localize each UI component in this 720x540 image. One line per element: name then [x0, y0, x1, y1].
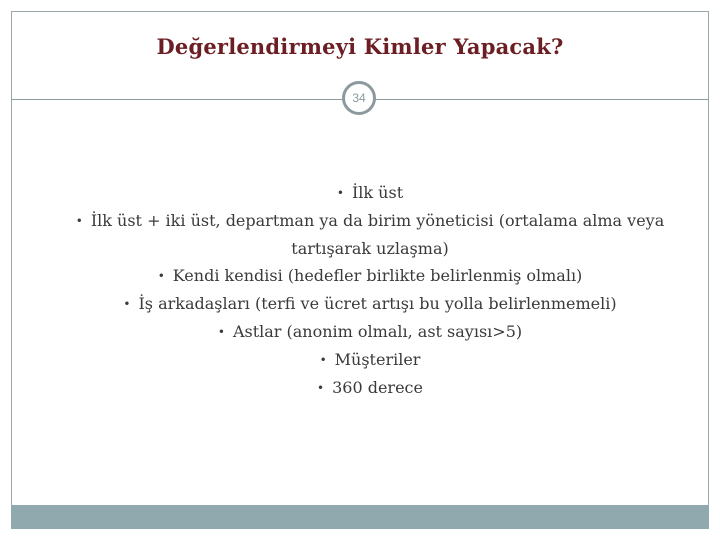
bullet-list	[40, 179, 700, 402]
list-item	[40, 346, 700, 374]
footer-bar	[11, 505, 709, 529]
list-item	[40, 318, 700, 346]
bullet-icon: •	[336, 186, 344, 200]
list-item-text: 360 derece	[332, 378, 423, 397]
bullet-icon: •	[317, 381, 325, 395]
page-number-badge: 34	[342, 81, 376, 115]
bullet-icon: •	[123, 297, 131, 311]
list-item-text: Kendi kendisi (hedefler birlikte belirlenmiş olmalı)	[172, 266, 583, 285]
list-item-text: Müşteriler	[334, 350, 421, 369]
list-item-text: İş arkadaşları (terfi ve ücret artışı bu yolla belirlenmemeli)	[138, 294, 617, 313]
slide-title: Değerlendirmeyi Kimler Yapacak?	[156, 34, 564, 59]
list-item-text: Astlar (anonim olmalı, ast sayısı>5)	[232, 322, 523, 341]
list-item	[40, 290, 700, 318]
slide-content	[40, 179, 700, 402]
list-item	[40, 374, 700, 402]
list-item-text: İlk üst + iki üst, departman ya da birim yöneticisi (ortalama alma veya tartışarak uzlaşma)	[90, 211, 665, 258]
bullet-icon: •	[319, 353, 327, 367]
bullet-icon: •	[217, 325, 225, 339]
list-item	[40, 179, 700, 207]
list-item	[40, 207, 700, 262]
list-item-text: İlk üst	[351, 183, 404, 202]
bullet-icon: •	[75, 214, 83, 228]
bullet-icon: •	[157, 269, 165, 283]
list-item	[40, 262, 700, 290]
